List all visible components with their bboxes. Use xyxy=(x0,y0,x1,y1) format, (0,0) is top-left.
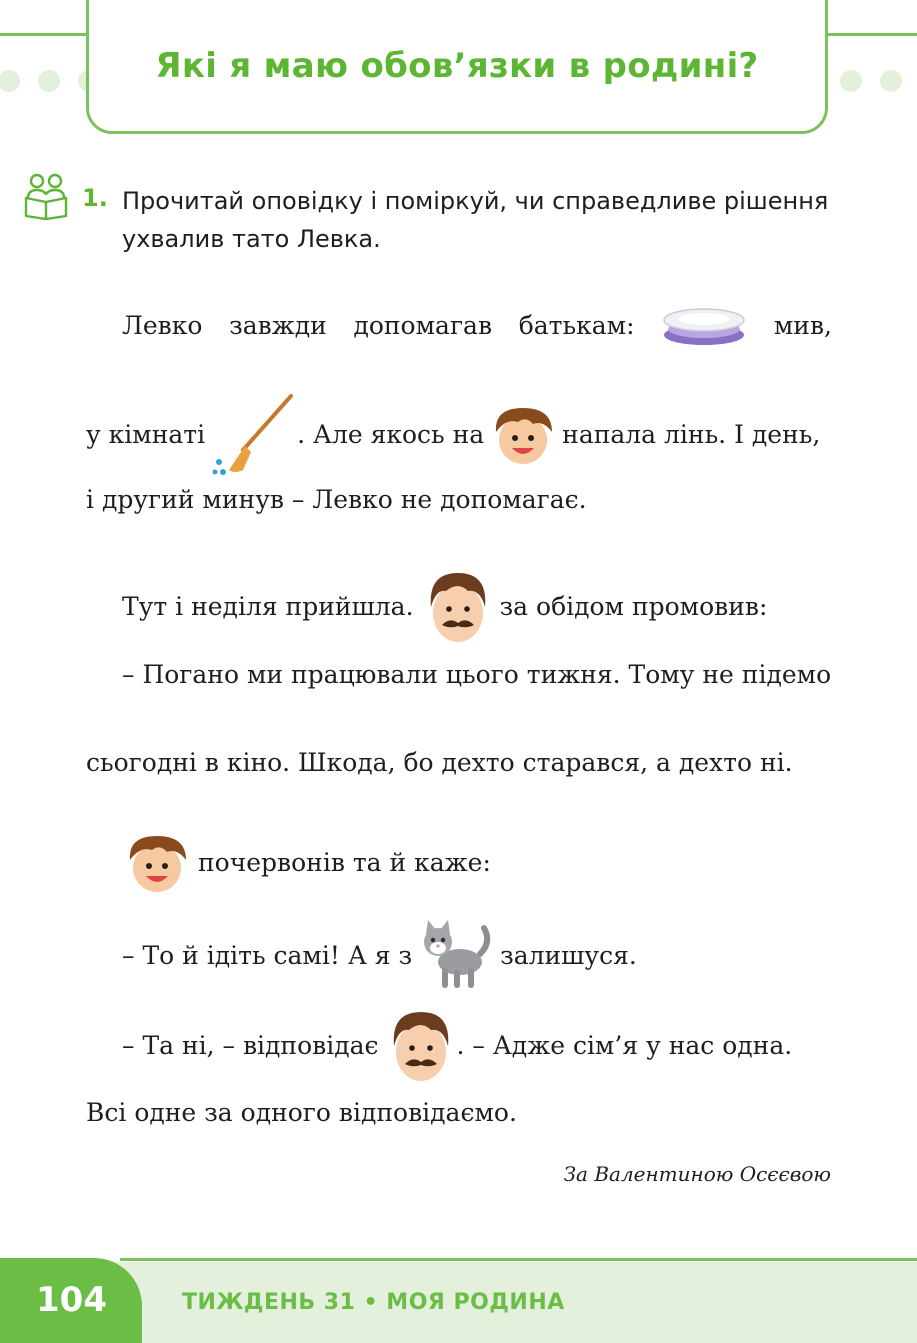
task-instruction: Прочитай оповідку і поміркуй, чи справедливе рішення ухвалив тато Левка. xyxy=(122,187,829,253)
story-line-10 xyxy=(86,1093,832,1133)
story-line-8 xyxy=(122,918,832,994)
header-line-left xyxy=(0,33,88,36)
page-number: 104 xyxy=(36,1280,107,1320)
page-title: Які я маю обов’язки в родині? xyxy=(155,46,759,86)
task-number: 1. xyxy=(82,184,108,212)
story-text: – То й ідіть самі! А я з xyxy=(122,941,413,970)
story-word: завжди xyxy=(229,311,327,340)
broom-icon xyxy=(209,392,295,478)
story-line-5 xyxy=(122,655,832,695)
story-text: напала лінь. І день, xyxy=(562,420,821,449)
story-text: сьогодні в кіно. Шкода, бо дехто старався, а дехто ні. xyxy=(86,748,793,777)
header-dots-left xyxy=(0,70,100,92)
father-icon xyxy=(385,1006,457,1086)
story-word: допомагав xyxy=(353,311,493,340)
title-box xyxy=(86,0,828,134)
section-title: ТИЖДЕНЬ 31 • МОЯ РОДИНА xyxy=(182,1290,565,1315)
boy-icon xyxy=(122,830,192,896)
story-text: Тут і неділя прийшла. xyxy=(122,592,414,621)
footer-line xyxy=(120,1258,917,1261)
story-source: За Валентиною Осєєвою xyxy=(563,1162,831,1186)
story-line-4 xyxy=(122,567,832,647)
story-text: за обідом промовив: xyxy=(499,592,768,621)
story-text: почервонів та й каже: xyxy=(198,848,491,877)
story-line-2 xyxy=(86,392,832,478)
story-text: – Та ні, – відповідає xyxy=(122,1031,379,1060)
story-line-6 xyxy=(86,743,832,783)
story-word: батькам: xyxy=(518,311,635,340)
story-text: і другий минув – Левко не допомагає. xyxy=(86,485,587,514)
reading-kids-icon xyxy=(22,172,70,220)
story-word: Левко xyxy=(122,311,203,340)
story-text: . – Адже сім’я у нас одна. xyxy=(456,1031,793,1060)
story-line-7 xyxy=(122,830,832,896)
header-dots-right xyxy=(840,70,917,92)
story-line-3 xyxy=(86,480,832,520)
story-line-9 xyxy=(122,1006,832,1086)
cat-icon xyxy=(418,918,494,994)
plates-icon xyxy=(661,305,747,347)
story-word: мив, xyxy=(773,311,832,340)
father-icon xyxy=(422,567,494,647)
story-line-1 xyxy=(122,305,832,347)
story-text: . Але якось на xyxy=(297,420,485,449)
boy-icon xyxy=(488,402,558,468)
story-text: у кімнаті xyxy=(86,420,206,449)
header-line-right xyxy=(828,33,917,36)
story-text: залишуся. xyxy=(500,941,637,970)
story-text: Всі одне за одного відповідаємо. xyxy=(86,1098,517,1127)
story-text: – Погано ми працювали цього тижня. Тому не підемо xyxy=(122,660,832,689)
